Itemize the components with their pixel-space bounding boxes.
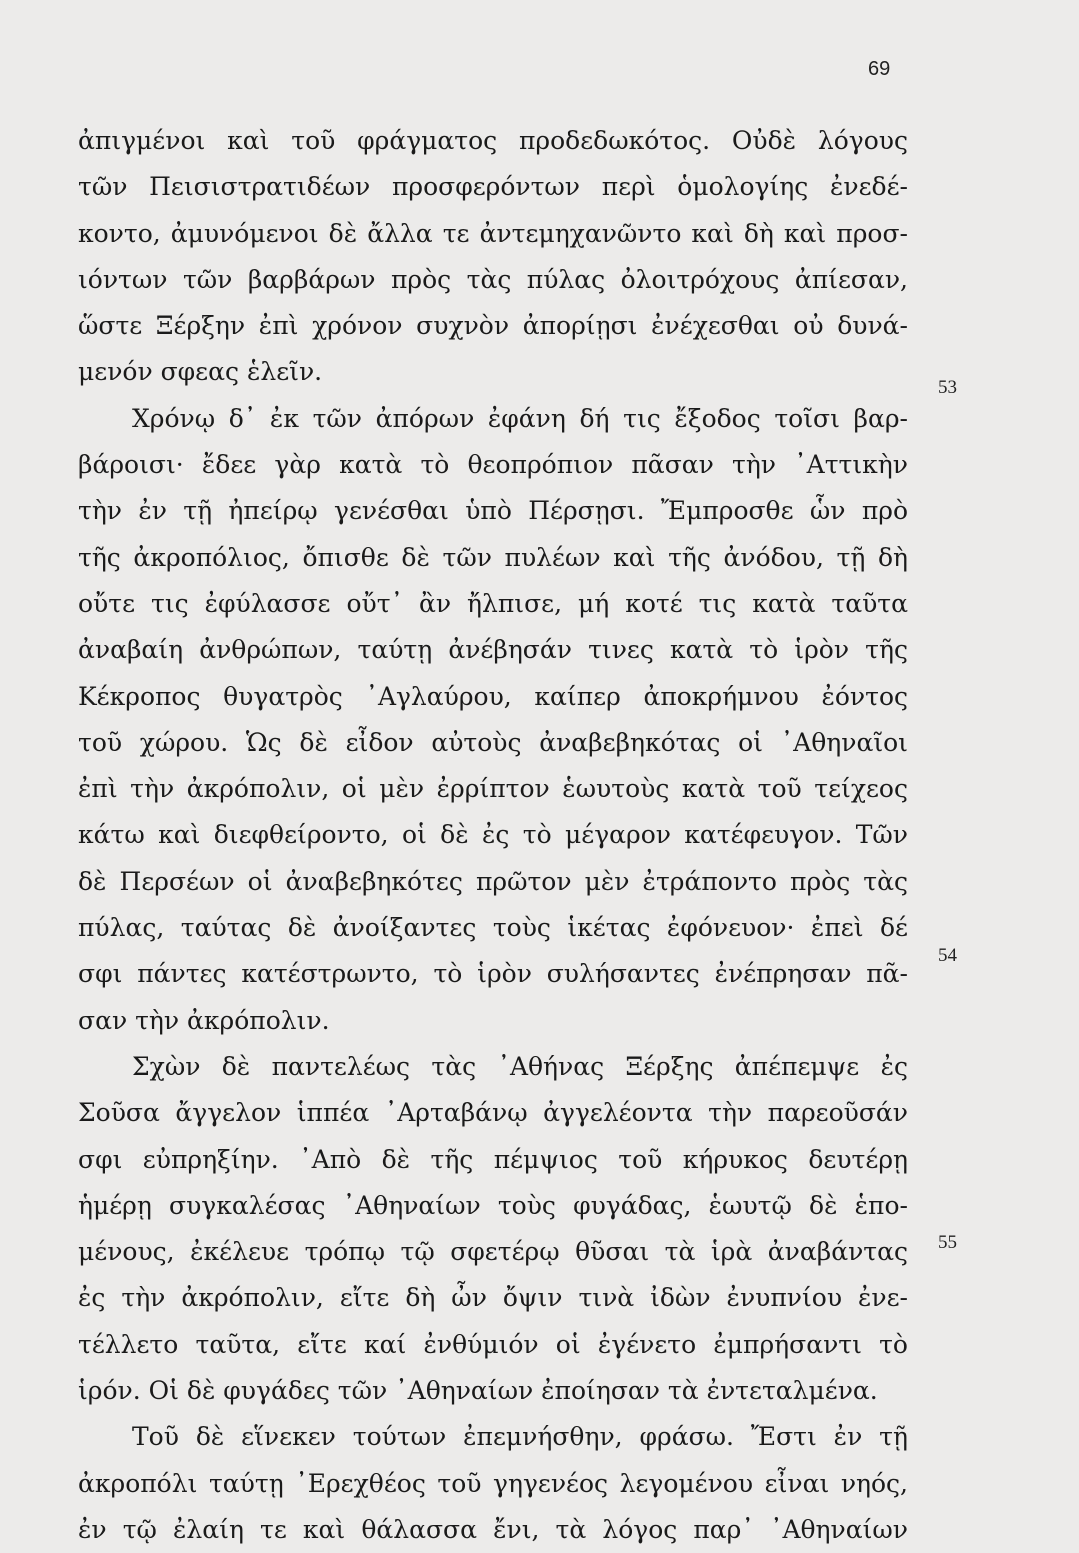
text-line: Σχὼν δὲ παντελέως τὰς ᾿Αθήνας Ξέρξης ἀπέπεμψε ἐς xyxy=(132,1051,908,1081)
text-line: τὴν ἐν τῇ ἠπείρῳ γενέσθαι ὑπὸ Πέρσῃσι. Ἔμπροσθε ὧν πρὸ xyxy=(78,496,908,526)
page-number: 69 xyxy=(868,58,891,80)
text-line: τῶν Πεισιστρατιδέων προσφερόντων περὶ ὁμολογίης ἐνεδέ- xyxy=(78,172,908,202)
text-line: ἀπιγμένοι καὶ τοῦ φράγματος προδεδωκότος. Οὐδὲ λόγους xyxy=(78,126,908,155)
text-line: ἐν τῷ ἐλαίη τε καὶ θάλασσα ἔνι, τὰ λόγος παρ᾽ ᾿Αθηναίων xyxy=(78,1514,908,1544)
text-line: ἀκροπόλι ταύτῃ ᾿Ερεχθέος τοῦ γηγενέος λεγομένου εἶναι νηός, xyxy=(78,1468,908,1498)
text-line: τοῦ χώρου. Ὡς δὲ εἶδον αὐτοὺς ἀναβεβηκότας οἱ ᾿Αθηναῖοι xyxy=(78,727,908,757)
text-line: βάροισι· ἔδεε γὰρ κατὰ τὸ θεοπρόπιον πᾶσαν τὴν ᾿Αττικὴν xyxy=(78,450,908,480)
text-line: σφι εὐπρηξίην. ᾿Απὸ δὲ τῆς πέμψιος τοῦ κήρυκος δευτέρῃ xyxy=(78,1144,908,1174)
text-line: ὥστε Ξέρξην ἐπὶ χρόνον συχνὸν ἀπορίῃσι ἐνέχεσθαι οὐ δυνά- xyxy=(78,311,908,341)
text-line: ιόντων τῶν βαρβάρων πρὸς τὰς πύλας ὀλοιτρόχους ἀπίεσαν, xyxy=(78,264,908,294)
text-line: ἀναβαίη ἀνθρώπων, ταύτῃ ἀνέβησάν τινες κατὰ τὸ ἱρὸν τῆς xyxy=(78,635,908,665)
text-line: ἱρόν. Οἱ δὲ φυγάδες τῶν ᾿Αθηναίων ἐποίησαν τὰ ἐντεταλμένα. xyxy=(78,1376,878,1406)
section-number-54: 54 xyxy=(938,945,957,966)
text-line: τῆς ἀκροπόλιος, ὄπισθε δὲ τῶν πυλέων καὶ τῆς ἀνόδου, τῇ δὴ xyxy=(78,542,908,572)
greek-text-body xyxy=(78,118,908,1553)
text-line: οὔτε τις ἐφύλασσε οὔτ᾽ ἂν ἤλπισε, μή κοτέ τις κατὰ ταῦτα xyxy=(78,588,908,618)
text-line: Κέκροπος θυγατρὸς ᾿Αγλαύρου, καίπερ ἀποκρήμνου ἐόντος xyxy=(78,681,908,711)
text-line: Σοῦσα ἄγγελον ἱππέα ᾿Αρταβάνῳ ἀγγελέοντα τὴν παρεοῦσάν xyxy=(78,1098,908,1128)
text-line: μένους, ἐκέλευε τρόπῳ τῷ σφετέρῳ θῦσαι τὰ ἱρὰ ἀναβάντας xyxy=(78,1237,908,1267)
text-line: Τοῦ δὲ εἵνεκεν τούτων ἐπεμνήσθην, φράσω. Ἔστι ἐν τῇ xyxy=(132,1422,908,1452)
text-line: κοντο, ἀμυνόμενοι δὲ ἄλλα τε ἀντεμηχανῶντο καὶ δὴ καὶ προσ- xyxy=(78,218,908,248)
text-line: Χρόνῳ δ᾽ ἐκ τῶν ἀπόρων ἐφάνη δή τις ἔξοδος τοῖσι βαρ- xyxy=(132,403,908,433)
text-line: ἡμέρῃ συγκαλέσας ᾿Αθηναίων τοὺς φυγάδας, ἑωυτῷ δὲ ἑπο- xyxy=(78,1190,908,1220)
text-line: δὲ Περσέων οἱ ἀναβεβηκότες πρῶτον μὲν ἐτράποντο πρὸς τὰς xyxy=(78,866,908,896)
text-line: ἐπὶ τὴν ἀκρόπολιν, οἱ μὲν ἐρρίπτον ἑωυτοὺς κατὰ τοῦ τείχεος xyxy=(78,774,908,804)
text-line: σαν τὴν ἀκρόπολιν. xyxy=(78,1005,330,1035)
text-line: ἐς τὴν ἀκρόπολιν, εἴτε δὴ ὦν ὄψιν τινὰ ἰδὼν ἐνυπνίου ἐνε- xyxy=(78,1283,908,1313)
section-number-55: 55 xyxy=(938,1232,957,1253)
section-number-53: 53 xyxy=(938,377,957,398)
text-line: μενόν σφεας ἑλεῖν. xyxy=(78,357,323,387)
text-line: σφι πάντες κατέστρωντο, τὸ ἱρὸν συλήσαντες ἐνέπρησαν πᾶ- xyxy=(78,959,908,989)
text-line: πύλας, ταύτας δὲ ἀνοίξαντες τοὺς ἱκέτας ἐφόνευον· ἐπεὶ δέ xyxy=(78,913,908,943)
text-line: τέλλετο ταῦτα, εἴτε καί ἐνθύμιόν οἱ ἐγένετο ἐμπρήσαντι τὸ xyxy=(78,1329,908,1359)
text-line: κάτω καὶ διεφθείροντο, οἱ δὲ ἐς τὸ μέγαρον κατέφευγον. Τῶν xyxy=(78,820,908,850)
